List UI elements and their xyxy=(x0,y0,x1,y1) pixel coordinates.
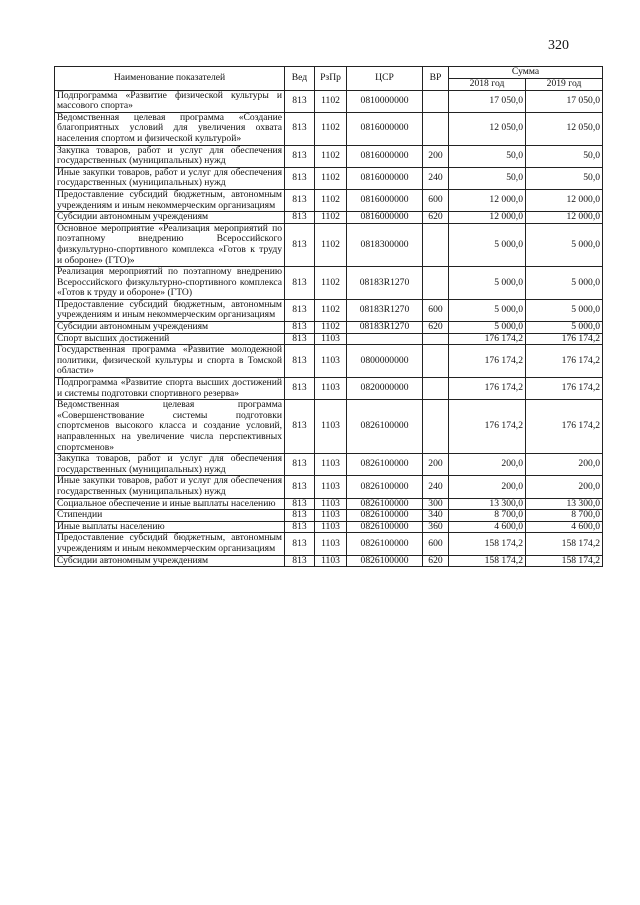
row-rzpr-cell: 1103 xyxy=(315,378,347,400)
row-ved-cell: 813 xyxy=(285,533,315,555)
row-name-cell: Субсидии автономным учреждениям xyxy=(55,555,285,567)
row-ved-cell: 813 xyxy=(285,167,315,189)
row-csr-cell: 0818300000 xyxy=(347,223,423,266)
row-2019-cell: 176 174,2 xyxy=(526,333,603,345)
row-vr-cell: 340 xyxy=(423,510,449,522)
row-rzpr-cell: 1103 xyxy=(315,555,347,567)
row-ved-cell: 813 xyxy=(285,333,315,345)
table-row xyxy=(55,90,603,112)
row-vr-cell xyxy=(423,378,449,400)
row-2018-cell: 5 000,0 xyxy=(449,322,526,334)
table-row xyxy=(55,476,603,498)
row-rzpr-cell: 1103 xyxy=(315,333,347,345)
row-csr-cell: 0826100000 xyxy=(347,476,423,498)
header-name: Наименование показателей xyxy=(55,67,285,91)
row-vr-cell: 600 xyxy=(423,189,449,211)
row-ved-cell: 813 xyxy=(285,90,315,112)
table-row xyxy=(55,322,603,334)
row-2018-cell: 158 174,2 xyxy=(449,555,526,567)
table-row xyxy=(55,333,603,345)
header-csr: ЦСР xyxy=(347,67,423,91)
row-ved-cell: 813 xyxy=(285,555,315,567)
header-vr: ВР xyxy=(423,67,449,91)
row-csr-cell: 08183R1270 xyxy=(347,299,423,321)
row-ved-cell: 813 xyxy=(285,400,315,454)
row-2019-cell: 200,0 xyxy=(526,454,603,476)
row-2019-cell: 176 174,2 xyxy=(526,345,603,378)
row-vr-cell xyxy=(423,223,449,266)
table-row xyxy=(55,521,603,533)
row-csr-cell: 0816000000 xyxy=(347,189,423,211)
row-2019-cell: 200,0 xyxy=(526,476,603,498)
row-rzpr-cell: 1103 xyxy=(315,400,347,454)
row-2018-cell: 200,0 xyxy=(449,454,526,476)
table-row xyxy=(55,189,603,211)
row-vr-cell xyxy=(423,345,449,378)
row-rzpr-cell: 1102 xyxy=(315,112,347,145)
row-rzpr-cell: 1102 xyxy=(315,167,347,189)
row-vr-cell: 240 xyxy=(423,476,449,498)
row-name-cell: Подпрограмма «Развитие спорта высших достижений и системы подготовки спортивного резерва» xyxy=(55,378,285,400)
row-2019-cell: 13 300,0 xyxy=(526,498,603,510)
row-2018-cell: 176 174,2 xyxy=(449,345,526,378)
row-rzpr-cell: 1103 xyxy=(315,454,347,476)
table-row xyxy=(55,212,603,224)
row-vr-cell: 200 xyxy=(423,454,449,476)
row-name-cell: Субсидии автономным учреждениям xyxy=(55,322,285,334)
row-ved-cell: 813 xyxy=(285,454,315,476)
row-ved-cell: 813 xyxy=(285,378,315,400)
header-year-2018: 2018 год xyxy=(449,79,526,91)
row-name-cell: Социальное обеспечение и иные выплаты населению xyxy=(55,498,285,510)
row-rzpr-cell: 1102 xyxy=(315,90,347,112)
row-2019-cell: 8 700,0 xyxy=(526,510,603,522)
table-row xyxy=(55,345,603,378)
row-vr-cell: 620 xyxy=(423,322,449,334)
row-2018-cell: 8 700,0 xyxy=(449,510,526,522)
row-name-cell: Иные закупки товаров, работ и услуг для обеспечения государственных (муниципальных) нужд xyxy=(55,167,285,189)
row-2019-cell: 176 174,2 xyxy=(526,378,603,400)
row-2019-cell: 5 000,0 xyxy=(526,299,603,321)
row-csr-cell: 0826100000 xyxy=(347,454,423,476)
table-header-row xyxy=(55,67,603,79)
row-2019-cell: 5 000,0 xyxy=(526,322,603,334)
row-2018-cell: 176 174,2 xyxy=(449,400,526,454)
row-vr-cell xyxy=(423,400,449,454)
row-name-cell: Закупка товаров, работ и услуг для обеспечения государственных (муниципальных) нужд xyxy=(55,454,285,476)
row-rzpr-cell: 1103 xyxy=(315,498,347,510)
row-2019-cell: 17 050,0 xyxy=(526,90,603,112)
table-row xyxy=(55,112,603,145)
table-row xyxy=(55,145,603,167)
row-2018-cell: 17 050,0 xyxy=(449,90,526,112)
row-name-cell: Предоставление субсидий бюджетным, автономным учреждениям и иным некоммерческим организациям xyxy=(55,189,285,211)
row-ved-cell: 813 xyxy=(285,267,315,300)
row-ved-cell: 813 xyxy=(285,299,315,321)
row-csr-cell: 0826100000 xyxy=(347,521,423,533)
row-2019-cell: 12 000,0 xyxy=(526,189,603,211)
row-2018-cell: 12 050,0 xyxy=(449,112,526,145)
row-ved-cell: 813 xyxy=(285,510,315,522)
row-2019-cell: 12 050,0 xyxy=(526,112,603,145)
row-name-cell: Ведомственная целевая программа «Создание благоприятных условий для увеличения охвата населения спортом и физической культурой» xyxy=(55,112,285,145)
row-rzpr-cell: 1102 xyxy=(315,145,347,167)
row-rzpr-cell: 1102 xyxy=(315,189,347,211)
table-row xyxy=(55,498,603,510)
table-row xyxy=(55,454,603,476)
row-2018-cell: 5 000,0 xyxy=(449,267,526,300)
row-2018-cell: 50,0 xyxy=(449,145,526,167)
row-csr-cell: 0820000000 xyxy=(347,378,423,400)
row-csr-cell: 0816000000 xyxy=(347,167,423,189)
row-2018-cell: 13 300,0 xyxy=(449,498,526,510)
row-2019-cell: 50,0 xyxy=(526,167,603,189)
row-vr-cell xyxy=(423,90,449,112)
row-vr-cell xyxy=(423,112,449,145)
row-2019-cell: 4 600,0 xyxy=(526,521,603,533)
row-vr-cell: 620 xyxy=(423,212,449,224)
row-ved-cell: 813 xyxy=(285,212,315,224)
row-ved-cell: 813 xyxy=(285,345,315,378)
row-ved-cell: 813 xyxy=(285,521,315,533)
table-row xyxy=(55,555,603,567)
row-ved-cell: 813 xyxy=(285,223,315,266)
row-2018-cell: 50,0 xyxy=(449,167,526,189)
row-2018-cell: 158 174,2 xyxy=(449,533,526,555)
row-csr-cell xyxy=(347,333,423,345)
row-vr-cell: 360 xyxy=(423,521,449,533)
row-2019-cell: 176 174,2 xyxy=(526,400,603,454)
row-2018-cell: 176 174,2 xyxy=(449,333,526,345)
row-2019-cell: 5 000,0 xyxy=(526,223,603,266)
row-ved-cell: 813 xyxy=(285,145,315,167)
row-csr-cell: 0826100000 xyxy=(347,400,423,454)
row-name-cell: Ведомственная целевая программа «Совершенствование системы подготовки спортсменов высокого класса и создание условий, направленных на увеличение числа перспективных спортсменов» xyxy=(55,400,285,454)
row-2018-cell: 5 000,0 xyxy=(449,299,526,321)
table-row xyxy=(55,299,603,321)
row-2019-cell: 158 174,2 xyxy=(526,533,603,555)
row-name-cell: Предоставление субсидий бюджетным, автономным учреждениям и иным некоммерческим организациям xyxy=(55,533,285,555)
row-name-cell: Спорт высших достижений xyxy=(55,333,285,345)
row-2019-cell: 12 000,0 xyxy=(526,212,603,224)
header-sum: Сумма xyxy=(449,67,603,79)
row-csr-cell: 0816000000 xyxy=(347,112,423,145)
row-name-cell: Государственная программа «Развитие молодежной политики, физической культуры и спорта в Томской области» xyxy=(55,345,285,378)
row-csr-cell: 0826100000 xyxy=(347,555,423,567)
row-vr-cell: 300 xyxy=(423,498,449,510)
row-2018-cell: 12 000,0 xyxy=(449,189,526,211)
row-rzpr-cell: 1102 xyxy=(315,299,347,321)
row-ved-cell: 813 xyxy=(285,112,315,145)
row-rzpr-cell: 1102 xyxy=(315,267,347,300)
table-row xyxy=(55,167,603,189)
row-ved-cell: 813 xyxy=(285,189,315,211)
header-rzpr: РзПр xyxy=(315,67,347,91)
table-row xyxy=(55,510,603,522)
row-2018-cell: 176 174,2 xyxy=(449,378,526,400)
row-2018-cell: 5 000,0 xyxy=(449,223,526,266)
table-row xyxy=(55,267,603,300)
row-rzpr-cell: 1103 xyxy=(315,521,347,533)
row-rzpr-cell: 1103 xyxy=(315,476,347,498)
row-vr-cell: 600 xyxy=(423,533,449,555)
row-name-cell: Стипендии xyxy=(55,510,285,522)
row-name-cell: Иные выплаты населению xyxy=(55,521,285,533)
row-rzpr-cell: 1102 xyxy=(315,212,347,224)
row-ved-cell: 813 xyxy=(285,498,315,510)
table-row xyxy=(55,223,603,266)
row-csr-cell: 08183R1270 xyxy=(347,322,423,334)
row-csr-cell: 0816000000 xyxy=(347,145,423,167)
table-row xyxy=(55,378,603,400)
row-ved-cell: 813 xyxy=(285,476,315,498)
row-vr-cell: 200 xyxy=(423,145,449,167)
row-vr-cell xyxy=(423,267,449,300)
row-rzpr-cell: 1102 xyxy=(315,322,347,334)
table-row xyxy=(55,400,603,454)
row-name-cell: Иные закупки товаров, работ и услуг для обеспечения государственных (муниципальных) нужд xyxy=(55,476,285,498)
row-2019-cell: 5 000,0 xyxy=(526,267,603,300)
row-name-cell: Предоставление субсидий бюджетным, автономным учреждениям и иным некоммерческим организациям xyxy=(55,299,285,321)
row-ved-cell: 813 xyxy=(285,322,315,334)
row-vr-cell: 620 xyxy=(423,555,449,567)
row-2018-cell: 4 600,0 xyxy=(449,521,526,533)
table-body xyxy=(55,90,603,567)
row-csr-cell: 0826100000 xyxy=(347,498,423,510)
row-rzpr-cell: 1103 xyxy=(315,345,347,378)
row-rzpr-cell: 1103 xyxy=(315,510,347,522)
row-name-cell: Основное мероприятие «Реализация мероприятий по поэтапному внедрению Всероссийского физкультурно-спортивного комплекса «Готов к труду и обороне» (ГТО)» xyxy=(55,223,285,266)
row-csr-cell: 0826100000 xyxy=(347,533,423,555)
row-csr-cell: 08183R1270 xyxy=(347,267,423,300)
row-2019-cell: 50,0 xyxy=(526,145,603,167)
row-name-cell: Реализация мероприятий по поэтапному внедрению Всероссийского физкультурно-спортивного комплекса «Готов к труду и обороне» (ГТО) xyxy=(55,267,285,300)
budget-table xyxy=(54,66,603,567)
row-rzpr-cell: 1103 xyxy=(315,533,347,555)
header-ved: Вед xyxy=(285,67,315,91)
row-name-cell: Подпрограмма «Развитие физической культуры и массового спорта» xyxy=(55,90,285,112)
row-vr-cell xyxy=(423,333,449,345)
table-row xyxy=(55,533,603,555)
row-2018-cell: 200,0 xyxy=(449,476,526,498)
row-csr-cell: 0816000000 xyxy=(347,212,423,224)
row-name-cell: Субсидии автономным учреждениям xyxy=(55,212,285,224)
row-csr-cell: 0800000000 xyxy=(347,345,423,378)
header-year-2019: 2019 год xyxy=(526,79,603,91)
row-name-cell: Закупка товаров, работ и услуг для обеспечения государственных (муниципальных) нужд xyxy=(55,145,285,167)
row-2019-cell: 158 174,2 xyxy=(526,555,603,567)
row-vr-cell: 240 xyxy=(423,167,449,189)
row-csr-cell: 0810000000 xyxy=(347,90,423,112)
page-number: 320 xyxy=(548,38,569,53)
row-rzpr-cell: 1102 xyxy=(315,223,347,266)
row-2018-cell: 12 000,0 xyxy=(449,212,526,224)
row-csr-cell: 0826100000 xyxy=(347,510,423,522)
row-vr-cell: 600 xyxy=(423,299,449,321)
